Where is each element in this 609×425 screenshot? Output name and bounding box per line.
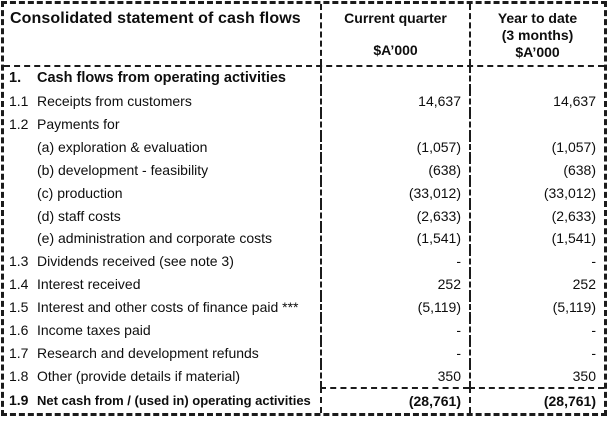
row-number: 1.1	[9, 93, 29, 110]
current-quarter-value: (33,012)	[320, 181, 469, 204]
row-number: 1.7	[9, 344, 29, 361]
row-number: 1.3	[9, 253, 29, 270]
column-header-current-quarter	[320, 4, 469, 65]
current-quarter-value: (1,541)	[320, 227, 469, 250]
row-label-cell	[4, 230, 320, 246]
table-row	[4, 67, 604, 90]
row-label-cell	[4, 345, 320, 361]
table-row	[4, 113, 604, 136]
row-label: Payments for	[37, 116, 120, 133]
current-quarter-value: (28,761)	[320, 387, 469, 413]
row-label-cell	[4, 208, 320, 224]
current-quarter-value: 14,637	[320, 90, 469, 113]
table-row	[4, 204, 604, 227]
year-to-date-value: (28,761)	[469, 387, 604, 413]
year-to-date-value: -	[469, 318, 604, 341]
row-label: Other (provide details if material)	[37, 367, 241, 384]
table-row	[4, 136, 604, 159]
year-to-date-value	[469, 113, 604, 136]
year-to-date-value: (638)	[469, 158, 604, 181]
column-label-current-quarter: Current quarter	[344, 10, 447, 26]
year-to-date-value: 350	[469, 364, 604, 387]
table-row	[4, 296, 604, 319]
row-label: Dividends received (see note 3)	[37, 253, 234, 270]
table-row	[4, 90, 604, 113]
current-quarter-value	[320, 113, 469, 136]
column-unit-year-to-date: $A’000	[515, 43, 560, 60]
table-body	[4, 67, 604, 413]
row-label: Research and development refunds	[37, 344, 259, 361]
row-label-cell	[4, 368, 320, 384]
column-header-year-to-date	[469, 4, 604, 65]
row-label: Net cash from / (used in) operating activities	[37, 392, 311, 408]
row-label: Income taxes paid	[37, 321, 151, 338]
row-label-cell	[4, 392, 320, 408]
row-label-cell	[4, 253, 320, 269]
table-row	[4, 273, 604, 296]
row-label-cell	[4, 139, 320, 155]
table-total-row	[4, 387, 604, 413]
row-number: 1.8	[9, 367, 29, 384]
current-quarter-value: (5,119)	[320, 296, 469, 319]
row-label-cell	[4, 276, 320, 292]
row-number: 1.4	[9, 276, 29, 293]
year-to-date-value: (2,633)	[469, 204, 604, 227]
current-quarter-value: (638)	[320, 158, 469, 181]
table-title: Consolidated statement of cash flows	[10, 10, 301, 27]
row-label-cell	[4, 70, 320, 86]
year-to-date-value: (1,057)	[469, 136, 604, 159]
year-to-date-value: -	[469, 341, 604, 364]
year-to-date-value: -	[469, 250, 604, 273]
row-label-cell	[4, 116, 320, 132]
current-quarter-value: -	[320, 250, 469, 273]
row-label-cell	[4, 299, 320, 315]
table-header-row	[4, 4, 604, 67]
row-label-cell	[4, 93, 320, 109]
row-label: (e) administration and corporate costs	[37, 230, 272, 247]
cash-flow-table	[1, 1, 607, 416]
current-quarter-value: 350	[320, 364, 469, 387]
column-unit-current-quarter: $A’000	[373, 42, 418, 58]
row-number: 1.6	[9, 321, 29, 338]
year-to-date-value: (1,541)	[469, 227, 604, 250]
table-row	[4, 364, 604, 387]
row-label-cell	[4, 162, 320, 178]
column-label-year-to-date: Year to date	[497, 10, 578, 26]
year-to-date-value: 252	[469, 273, 604, 296]
row-number: 1.2	[9, 116, 29, 133]
year-to-date-value: 14,637	[469, 90, 604, 113]
row-label: (d) staff costs	[37, 207, 121, 224]
current-quarter-value: -	[320, 341, 469, 364]
current-quarter-value	[320, 67, 469, 90]
row-label-cell	[4, 322, 320, 338]
current-quarter-value: 252	[320, 273, 469, 296]
table-title-cell	[4, 4, 320, 65]
table-row	[4, 227, 604, 250]
current-quarter-value: (2,633)	[320, 204, 469, 227]
column-sublabel-year-to-date: (3 months)	[501, 26, 574, 43]
row-number: 1.	[9, 70, 22, 87]
table-row	[4, 318, 604, 341]
row-label: (a) exploration & evaluation	[37, 139, 208, 155]
year-to-date-value	[469, 67, 604, 90]
column-label-block-year-to-date	[498, 10, 577, 44]
year-to-date-value: (5,119)	[469, 296, 604, 319]
row-label: Interest received	[37, 276, 141, 293]
year-to-date-value: (33,012)	[469, 181, 604, 204]
row-number: 1.9	[9, 392, 29, 409]
row-label-cell	[4, 185, 320, 201]
row-label: Receipts from customers	[37, 93, 192, 110]
row-number: 1.5	[9, 299, 29, 316]
table-row	[4, 181, 604, 204]
table-row	[4, 250, 604, 273]
current-quarter-value: -	[320, 318, 469, 341]
row-label: Cash flows from operating activities	[37, 70, 286, 87]
current-quarter-value: (1,057)	[320, 136, 469, 159]
row-label: (b) development - feasibility	[37, 161, 209, 178]
row-label: (c) production	[37, 184, 123, 201]
table-row	[4, 341, 604, 364]
row-label: Interest and other costs of finance paid ***	[37, 299, 299, 316]
table-row	[4, 158, 604, 181]
